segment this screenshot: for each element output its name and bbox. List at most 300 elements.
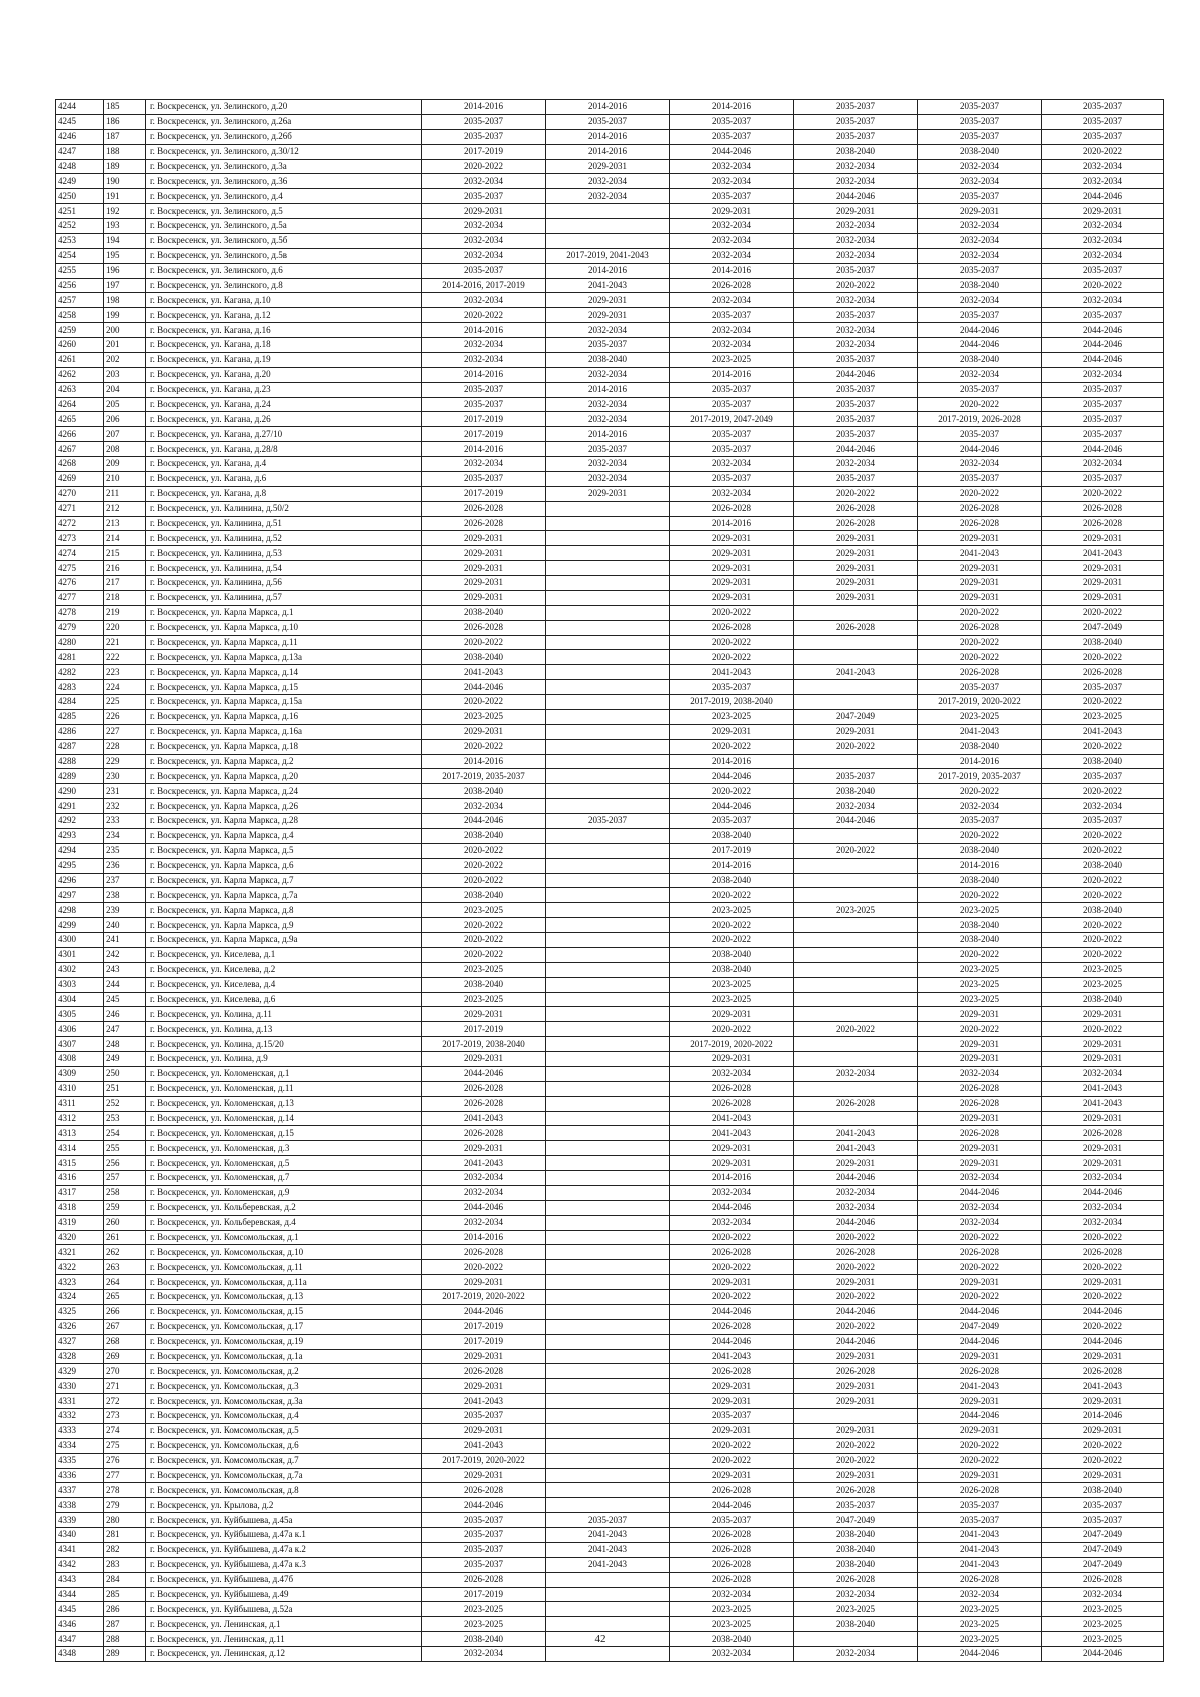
period-6-cell: 2044-2046: [1042, 1334, 1164, 1349]
period-4-cell: 2032-2034: [794, 174, 918, 189]
period-3-cell: 2029-2031: [670, 1379, 794, 1394]
address-cell: г. Воскресенск, ул. Зелинского, д.5а: [146, 219, 422, 234]
period-1-cell: 2026-2028: [422, 1081, 546, 1096]
table-row: [56, 1111, 1164, 1126]
period-6-cell: 2020-2022: [1042, 1290, 1164, 1305]
period-1-cell: 2035-2037: [422, 129, 546, 144]
period-5-cell: 2032-2034: [918, 248, 1042, 263]
address-cell: г. Воскресенск, ул. Комсомольская, д.3: [146, 1379, 422, 1394]
period-6-cell: 2035-2037: [1042, 308, 1164, 323]
period-1-cell: 2035-2037: [422, 1409, 546, 1424]
period-2-cell: [546, 1572, 670, 1587]
period-4-cell: 2044-2046: [794, 1304, 918, 1319]
item-number-cell: 256: [104, 1156, 146, 1171]
period-5-cell: 2032-2034: [918, 174, 1042, 189]
address-cell: г. Воскресенск, ул. Коломенская, д.1: [146, 1066, 422, 1081]
period-3-cell: 2017-2019, 2047-2049: [670, 412, 794, 427]
period-5-cell: 2026-2028: [918, 620, 1042, 635]
period-3-cell: 2035-2037: [670, 397, 794, 412]
period-6-cell: 2044-2046: [1042, 323, 1164, 338]
address-cell: г. Воскресенск, ул. Кагана, д.6: [146, 471, 422, 486]
period-6-cell: 2038-2040: [1042, 858, 1164, 873]
item-number-cell: 283: [104, 1557, 146, 1572]
period-2-cell: [546, 501, 670, 516]
period-2-cell: 2029-2031: [546, 308, 670, 323]
row-number-cell: 4256: [56, 278, 104, 293]
row-number-cell: 4284: [56, 695, 104, 710]
period-6-cell: 2035-2037: [1042, 263, 1164, 278]
row-number-cell: 4271: [56, 501, 104, 516]
period-2-cell: [546, 992, 670, 1007]
period-2-cell: [546, 709, 670, 724]
row-number-cell: 4245: [56, 114, 104, 129]
row-number-cell: 4300: [56, 933, 104, 948]
period-4-cell: [794, 933, 918, 948]
address-cell: г. Воскресенск, ул. Калинина, д.53: [146, 546, 422, 561]
table-body: [56, 100, 1164, 1662]
row-number-cell: 4311: [56, 1096, 104, 1111]
table-row: [56, 1230, 1164, 1245]
table-row: [56, 605, 1164, 620]
period-5-cell: 2032-2034: [918, 799, 1042, 814]
row-number-cell: 4254: [56, 248, 104, 263]
period-5-cell: 2035-2037: [918, 308, 1042, 323]
period-1-cell: 2017-2019, 2020-2022: [422, 1290, 546, 1305]
period-5-cell: 2029-2031: [918, 1156, 1042, 1171]
period-3-cell: 2029-2031: [670, 1275, 794, 1290]
period-1-cell: 2020-2022: [422, 1260, 546, 1275]
address-cell: г. Воскресенск, ул. Кагана, д.4: [146, 457, 422, 472]
period-5-cell: 2026-2028: [918, 1483, 1042, 1498]
period-3-cell: 2035-2037: [670, 189, 794, 204]
period-5-cell: 2044-2046: [918, 323, 1042, 338]
address-cell: г. Воскресенск, ул. Карла Маркса, д.15а: [146, 695, 422, 710]
table-row: [56, 843, 1164, 858]
period-3-cell: 2023-2025: [670, 903, 794, 918]
period-2-cell: [546, 531, 670, 546]
period-5-cell: 2020-2022: [918, 947, 1042, 962]
period-6-cell: 2029-2031: [1042, 576, 1164, 591]
row-number-cell: 4268: [56, 457, 104, 472]
period-2-cell: [546, 561, 670, 576]
period-4-cell: 2035-2037: [794, 471, 918, 486]
period-1-cell: 2044-2046: [422, 680, 546, 695]
period-6-cell: 2029-2031: [1042, 1111, 1164, 1126]
period-4-cell: 2044-2046: [794, 442, 918, 457]
period-4-cell: 2044-2046: [794, 367, 918, 382]
item-number-cell: 220: [104, 620, 146, 635]
address-cell: г. Воскресенск, ул. Киселева, д.6: [146, 992, 422, 1007]
period-3-cell: 2029-2031: [670, 1156, 794, 1171]
row-number-cell: 4334: [56, 1438, 104, 1453]
period-3-cell: 2035-2037: [670, 680, 794, 695]
period-3-cell: 2044-2046: [670, 1200, 794, 1215]
address-cell: г. Воскресенск, ул. Калинина, д.50/2: [146, 501, 422, 516]
period-5-cell: 2032-2034: [918, 233, 1042, 248]
table-row: [56, 1602, 1164, 1617]
row-number-cell: 4328: [56, 1349, 104, 1364]
period-5-cell: 2020-2022: [918, 397, 1042, 412]
table-row: [56, 546, 1164, 561]
period-4-cell: 2032-2034: [794, 159, 918, 174]
period-2-cell: 2029-2031: [546, 159, 670, 174]
table-row: [56, 992, 1164, 1007]
period-3-cell: 2032-2034: [670, 457, 794, 472]
page-number: 42: [594, 1633, 606, 1645]
period-1-cell: 2032-2034: [422, 457, 546, 472]
period-2-cell: [546, 769, 670, 784]
period-5-cell: 2029-2031: [918, 1394, 1042, 1409]
period-3-cell: 2026-2028: [670, 1572, 794, 1587]
address-cell: г. Воскресенск, ул. Комсомольская, д.13: [146, 1290, 422, 1305]
row-number-cell: 4314: [56, 1141, 104, 1156]
address-cell: г. Воскресенск, ул. Калинина, д.56: [146, 576, 422, 591]
period-2-cell: [546, 933, 670, 948]
address-cell: г. Воскресенск, ул. Карла Маркса, д.13а: [146, 650, 422, 665]
period-6-cell: 2029-2031: [1042, 1037, 1164, 1052]
period-6-cell: 2029-2031: [1042, 1141, 1164, 1156]
table-row: [56, 590, 1164, 605]
period-1-cell: 2032-2034: [422, 174, 546, 189]
period-4-cell: [794, 650, 918, 665]
table-row: [56, 1096, 1164, 1111]
period-1-cell: 2026-2028: [422, 1364, 546, 1379]
period-4-cell: [794, 918, 918, 933]
item-number-cell: 215: [104, 546, 146, 561]
item-number-cell: 207: [104, 427, 146, 442]
period-2-cell: [546, 233, 670, 248]
row-number-cell: 4249: [56, 174, 104, 189]
row-number-cell: 4263: [56, 382, 104, 397]
table-row: [56, 1126, 1164, 1141]
item-number-cell: 270: [104, 1364, 146, 1379]
table-row: [56, 1513, 1164, 1528]
period-1-cell: 2038-2040: [422, 1632, 546, 1647]
item-number-cell: 257: [104, 1171, 146, 1186]
item-number-cell: 203: [104, 367, 146, 382]
period-2-cell: 2032-2034: [546, 367, 670, 382]
period-1-cell: 2026-2028: [422, 1245, 546, 1260]
period-1-cell: 2035-2037: [422, 1557, 546, 1572]
period-4-cell: 2032-2034: [794, 338, 918, 353]
item-number-cell: 193: [104, 219, 146, 234]
period-3-cell: 2032-2034: [670, 486, 794, 501]
table-row: [56, 1245, 1164, 1260]
period-5-cell: 2032-2034: [918, 367, 1042, 382]
row-number-cell: 4246: [56, 129, 104, 144]
period-2-cell: [546, 1334, 670, 1349]
period-6-cell: 2035-2037: [1042, 1498, 1164, 1513]
row-number-cell: 4290: [56, 784, 104, 799]
period-5-cell: 2038-2040: [918, 739, 1042, 754]
address-cell: г. Воскресенск, ул. Колина, д.11: [146, 1007, 422, 1022]
period-2-cell: [546, 1215, 670, 1230]
period-1-cell: 2017-2019: [422, 1587, 546, 1602]
period-3-cell: 2020-2022: [670, 605, 794, 620]
period-4-cell: 2026-2028: [794, 501, 918, 516]
row-number-cell: 4294: [56, 843, 104, 858]
period-2-cell: 2041-2043: [546, 278, 670, 293]
item-number-cell: 221: [104, 635, 146, 650]
period-4-cell: [794, 695, 918, 710]
table-row: [56, 263, 1164, 278]
period-2-cell: 2017-2019, 2041-2043: [546, 248, 670, 263]
period-3-cell: 2026-2028: [670, 1364, 794, 1379]
table-row: [56, 144, 1164, 159]
period-1-cell: 2017-2019: [422, 144, 546, 159]
period-3-cell: 2044-2046: [670, 769, 794, 784]
period-2-cell: 2032-2034: [546, 397, 670, 412]
period-3-cell: 2032-2034: [670, 1587, 794, 1602]
table-row: [56, 248, 1164, 263]
period-5-cell: 2035-2037: [918, 814, 1042, 829]
table-row: [56, 947, 1164, 962]
item-number-cell: 195: [104, 248, 146, 263]
period-5-cell: 2035-2037: [918, 114, 1042, 129]
period-5-cell: 2032-2034: [918, 1200, 1042, 1215]
row-number-cell: 4310: [56, 1081, 104, 1096]
table-row: [56, 1319, 1164, 1334]
period-1-cell: 2023-2025: [422, 903, 546, 918]
period-1-cell: 2035-2037: [422, 1513, 546, 1528]
item-number-cell: 186: [104, 114, 146, 129]
table-row: [56, 1587, 1164, 1602]
period-1-cell: 2029-2031: [422, 1275, 546, 1290]
table-row: [56, 382, 1164, 397]
period-2-cell: [546, 962, 670, 977]
period-6-cell: 2038-2040: [1042, 754, 1164, 769]
address-cell: г. Воскресенск, ул. Зелинского, д.4: [146, 189, 422, 204]
address-cell: г. Воскресенск, ул. Калинина, д.51: [146, 516, 422, 531]
item-number-cell: 258: [104, 1185, 146, 1200]
period-3-cell: 2029-2031: [670, 724, 794, 739]
table-row: [56, 1379, 1164, 1394]
period-2-cell: [546, 1498, 670, 1513]
table-row: [56, 233, 1164, 248]
period-6-cell: 2047-2049: [1042, 620, 1164, 635]
period-3-cell: 2020-2022: [670, 1230, 794, 1245]
address-cell: г. Воскресенск, ул. Комсомольская, д.11: [146, 1260, 422, 1275]
item-number-cell: 250: [104, 1066, 146, 1081]
period-2-cell: [546, 918, 670, 933]
period-5-cell: 2038-2040: [918, 278, 1042, 293]
period-5-cell: 2020-2022: [918, 605, 1042, 620]
table-row: [56, 531, 1164, 546]
period-5-cell: 2032-2034: [918, 159, 1042, 174]
address-cell: г. Воскресенск, ул. Коломенская, д.9: [146, 1185, 422, 1200]
table-row: [56, 1185, 1164, 1200]
row-number-cell: 4266: [56, 427, 104, 442]
period-2-cell: 2014-2016: [546, 263, 670, 278]
address-cell: г. Воскресенск, ул. Кагана, д.8: [146, 486, 422, 501]
period-1-cell: 2023-2025: [422, 1617, 546, 1632]
period-4-cell: 2020-2022: [794, 1319, 918, 1334]
row-number-cell: 4320: [56, 1230, 104, 1245]
period-4-cell: [794, 888, 918, 903]
table-row: [56, 1156, 1164, 1171]
period-2-cell: [546, 1185, 670, 1200]
table-row: [56, 1260, 1164, 1275]
item-number-cell: 218: [104, 590, 146, 605]
period-6-cell: 2041-2043: [1042, 546, 1164, 561]
period-5-cell: 2041-2043: [918, 724, 1042, 739]
period-6-cell: 2035-2037: [1042, 814, 1164, 829]
period-6-cell: 2029-2031: [1042, 1349, 1164, 1364]
period-1-cell: 2038-2040: [422, 828, 546, 843]
period-4-cell: 2038-2040: [794, 1528, 918, 1543]
period-5-cell: 2014-2016: [918, 858, 1042, 873]
period-6-cell: 2020-2022: [1042, 1260, 1164, 1275]
row-number-cell: 4283: [56, 680, 104, 695]
period-6-cell: 2020-2022: [1042, 144, 1164, 159]
period-3-cell: 2029-2031: [670, 1394, 794, 1409]
period-3-cell: 2044-2046: [670, 144, 794, 159]
table-row: [56, 858, 1164, 873]
period-3-cell: 2032-2034: [670, 159, 794, 174]
item-number-cell: 277: [104, 1468, 146, 1483]
period-6-cell: 2020-2022: [1042, 873, 1164, 888]
period-6-cell: 2032-2034: [1042, 1200, 1164, 1215]
period-5-cell: 2044-2046: [918, 1409, 1042, 1424]
period-6-cell: 2020-2022: [1042, 278, 1164, 293]
period-1-cell: 2029-2031: [422, 204, 546, 219]
period-6-cell: 2032-2034: [1042, 1171, 1164, 1186]
address-cell: г. Воскресенск, ул. Комсомольская, д.19: [146, 1334, 422, 1349]
period-5-cell: 2029-2031: [918, 1275, 1042, 1290]
item-number-cell: 197: [104, 278, 146, 293]
period-2-cell: 2014-2016: [546, 100, 670, 115]
period-6-cell: 2041-2043: [1042, 1379, 1164, 1394]
period-2-cell: [546, 1245, 670, 1260]
address-cell: г. Воскресенск, ул. Зелинского, д.8: [146, 278, 422, 293]
table-row: [56, 129, 1164, 144]
row-number-cell: 4252: [56, 219, 104, 234]
address-cell: г. Воскресенск, ул. Коломенская, д.13: [146, 1096, 422, 1111]
period-4-cell: [794, 1081, 918, 1096]
table-row: [56, 1364, 1164, 1379]
period-2-cell: 2032-2034: [546, 471, 670, 486]
row-number-cell: 4251: [56, 204, 104, 219]
period-1-cell: 2020-2022: [422, 933, 546, 948]
item-number-cell: 187: [104, 129, 146, 144]
period-4-cell: 2026-2028: [794, 1364, 918, 1379]
period-3-cell: 2029-2031: [670, 204, 794, 219]
period-6-cell: 2047-2049: [1042, 1557, 1164, 1572]
row-number-cell: 4333: [56, 1423, 104, 1438]
table-row: [56, 754, 1164, 769]
period-5-cell: 2035-2037: [918, 680, 1042, 695]
period-2-cell: [546, 516, 670, 531]
period-5-cell: 2044-2046: [918, 1647, 1042, 1662]
period-1-cell: 2017-2019, 2020-2022: [422, 1453, 546, 1468]
period-1-cell: 2029-2031: [422, 531, 546, 546]
table-row: [56, 1438, 1164, 1453]
period-2-cell: [546, 680, 670, 695]
period-1-cell: 2038-2040: [422, 977, 546, 992]
period-6-cell: 2041-2043: [1042, 1081, 1164, 1096]
row-number-cell: 4269: [56, 471, 104, 486]
address-cell: г. Воскресенск, ул. Кольберевская, д.4: [146, 1215, 422, 1230]
address-cell: г. Воскресенск, ул. Коломенская, д.14: [146, 1111, 422, 1126]
period-4-cell: 2038-2040: [794, 1542, 918, 1557]
period-3-cell: 2035-2037: [670, 1409, 794, 1424]
item-number-cell: 274: [104, 1423, 146, 1438]
item-number-cell: 231: [104, 784, 146, 799]
period-6-cell: 2032-2034: [1042, 1066, 1164, 1081]
row-number-cell: 4330: [56, 1379, 104, 1394]
period-4-cell: 2035-2037: [794, 769, 918, 784]
row-number-cell: 4348: [56, 1647, 104, 1662]
period-2-cell: [546, 1052, 670, 1067]
period-6-cell: 2020-2022: [1042, 739, 1164, 754]
period-1-cell: 2029-2031: [422, 1379, 546, 1394]
period-6-cell: 2047-2049: [1042, 1528, 1164, 1543]
period-3-cell: 2044-2046: [670, 1334, 794, 1349]
period-4-cell: 2032-2034: [794, 1647, 918, 1662]
item-number-cell: 285: [104, 1587, 146, 1602]
period-4-cell: 2020-2022: [794, 1290, 918, 1305]
row-number-cell: 4281: [56, 650, 104, 665]
period-2-cell: [546, 1394, 670, 1409]
table-row: [56, 1171, 1164, 1186]
row-number-cell: 4313: [56, 1126, 104, 1141]
period-5-cell: 2017-2019, 2035-2037: [918, 769, 1042, 784]
table-row: [56, 397, 1164, 412]
period-1-cell: 2017-2019, 2035-2037: [422, 769, 546, 784]
period-3-cell: 2023-2025: [670, 992, 794, 1007]
period-6-cell: 2020-2022: [1042, 1230, 1164, 1245]
period-4-cell: 2029-2031: [794, 1275, 918, 1290]
period-4-cell: 2020-2022: [794, 843, 918, 858]
item-number-cell: 229: [104, 754, 146, 769]
table-row: [56, 323, 1164, 338]
period-4-cell: 2032-2034: [794, 1587, 918, 1602]
period-3-cell: 2014-2016: [670, 754, 794, 769]
period-6-cell: 2023-2025: [1042, 962, 1164, 977]
period-1-cell: 2029-2031: [422, 1423, 546, 1438]
row-number-cell: 4298: [56, 903, 104, 918]
period-4-cell: 2035-2037: [794, 427, 918, 442]
item-number-cell: 211: [104, 486, 146, 501]
table-row: [56, 1081, 1164, 1096]
address-cell: г. Воскресенск, ул. Куйбышева, д.47а к.1: [146, 1528, 422, 1543]
item-number-cell: 198: [104, 293, 146, 308]
period-5-cell: 2026-2028: [918, 1364, 1042, 1379]
period-6-cell: 2035-2037: [1042, 382, 1164, 397]
period-4-cell: 2047-2049: [794, 1513, 918, 1528]
period-1-cell: 2035-2037: [422, 189, 546, 204]
item-number-cell: 227: [104, 724, 146, 739]
period-5-cell: 2041-2043: [918, 1542, 1042, 1557]
address-cell: г. Воскресенск, ул. Карла Маркса, д.1: [146, 605, 422, 620]
address-cell: г. Воскресенск, ул. Комсомольская, д.1а: [146, 1349, 422, 1364]
period-2-cell: [546, 888, 670, 903]
table-row: [56, 1215, 1164, 1230]
period-5-cell: 2035-2037: [918, 471, 1042, 486]
period-5-cell: 2038-2040: [918, 873, 1042, 888]
period-3-cell: 2023-2025: [670, 1617, 794, 1632]
period-4-cell: 2020-2022: [794, 1230, 918, 1245]
period-2-cell: [546, 1647, 670, 1662]
period-6-cell: 2020-2022: [1042, 486, 1164, 501]
period-2-cell: [546, 620, 670, 635]
item-number-cell: 199: [104, 308, 146, 323]
period-4-cell: [794, 635, 918, 650]
period-4-cell: [794, 858, 918, 873]
table-row: [56, 1066, 1164, 1081]
period-1-cell: 2032-2034: [422, 1171, 546, 1186]
period-6-cell: 2035-2037: [1042, 427, 1164, 442]
